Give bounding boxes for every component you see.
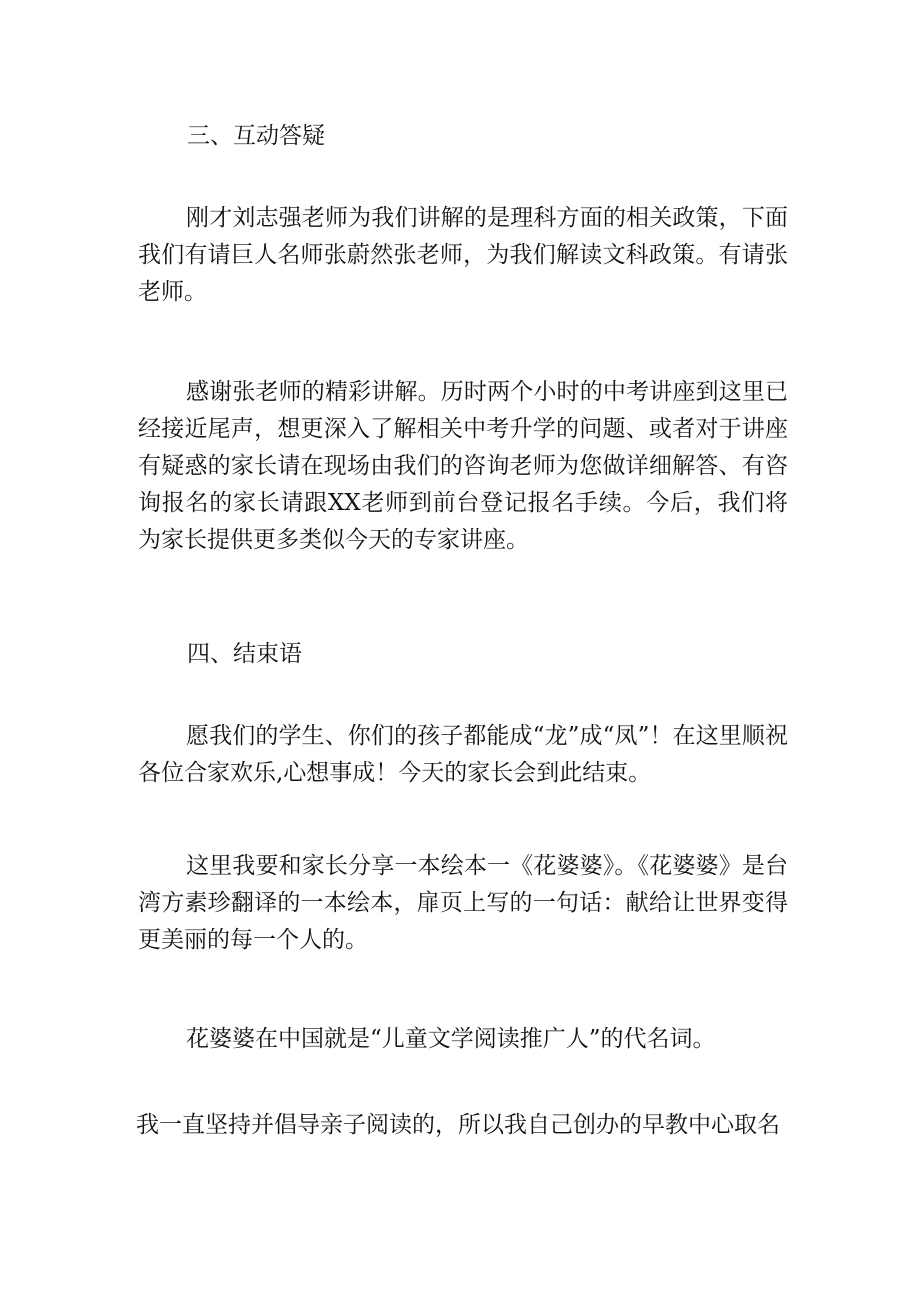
section-heading-interactive-qa: 三、互动答疑 [187,123,325,149]
paragraph-parent-child-reading: 我一直坚持并倡导亲子阅读的，所以我自己创办的早教中心取名 [136,1112,780,1138]
section-heading-closing: 四、结束语 [187,641,302,667]
paragraph-intro-speaker: 刚才刘志强老师为我们讲解的是理科方面的相关政策，下面我们有请巨人名师张蔚然张老师，为我们解读文科政策。有请张老师。 [138,205,788,305]
paragraph-picture-book: 这里我要和家长分享一本绘本一《花婆婆》。《花婆婆》是台湾方素珍翻译的一本绘本，扉页上写的一句话：献给让世界变得更美丽的每一个人的。 [138,853,788,953]
paragraph-thanks: 感谢张老师的精彩讲解。历时两个小时的中考讲座到这里已经接近尾声，想更深入了解相关中考升学的问题、或者对于讲座有疑惑的家长请在现场由我们的咨询老师为您做详细解答、有咨询报名的家长请跟XX老师到前台登记报名手续。今后，我们将为家长提供更多类似今天的专家讲座。 [138,379,788,553]
paragraph-flower-grandma: 花婆婆在中国就是“儿童文学阅读推广人”的代名词。 [186,1026,716,1052]
paragraph-wishes: 愿我们的学生、你们的孩子都能成“龙”成“凤”！在这里顺祝各位合家欢乐,心想事成！今天的家长会到此结束。 [138,723,788,786]
